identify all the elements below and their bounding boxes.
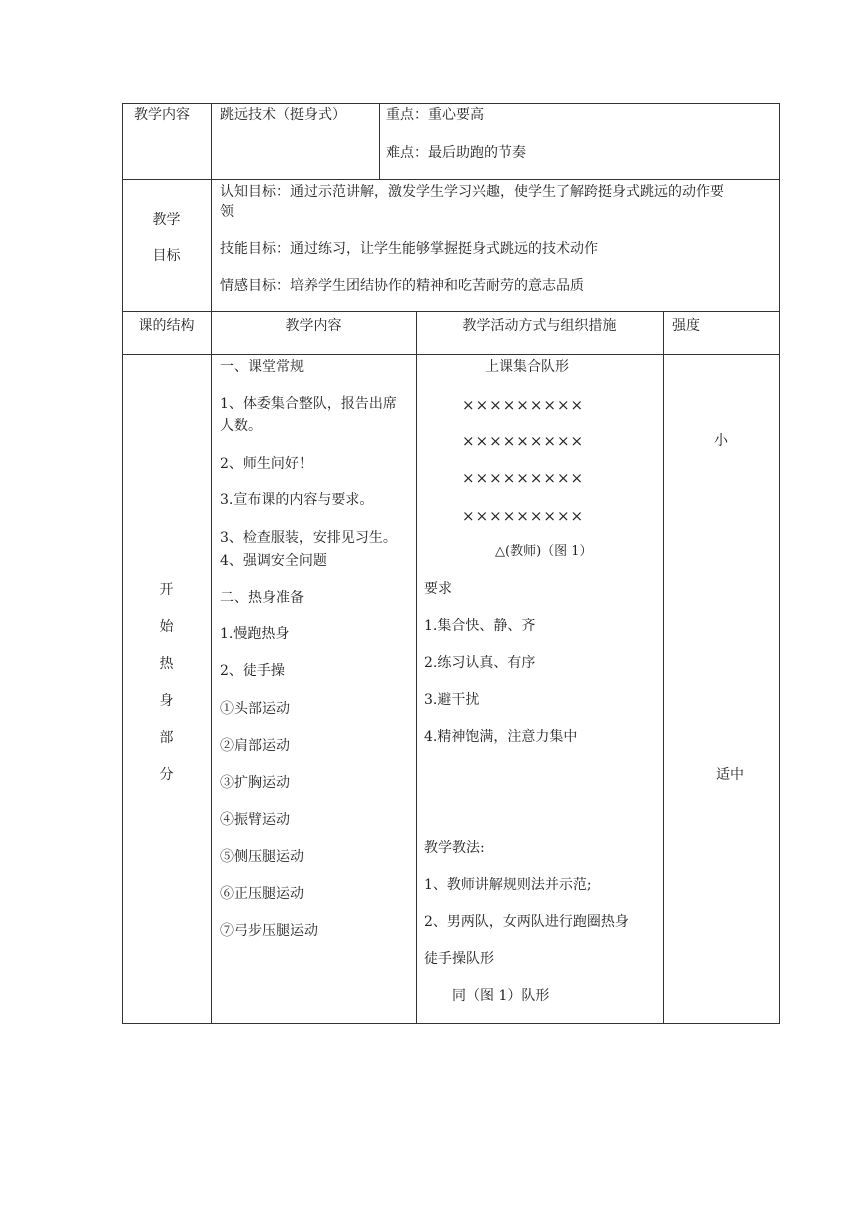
table-border-right: [779, 103, 780, 1024]
requirement-item: 1.集合快、静、齐: [424, 618, 536, 634]
section-label-char: 部: [159, 730, 174, 746]
content-item: ⑥正压腿运动: [220, 886, 304, 902]
formation2-note: 同（图 1）队形: [452, 988, 550, 1004]
content-item: 2、徒手操: [220, 663, 285, 679]
section-label-char: 分: [159, 767, 174, 783]
skill-objective: 技能目标：通过练习，让学生能够掌握挺身式跳远的技术动作: [220, 241, 598, 257]
requirement-item: 4.精神饱满，注意力集中: [424, 729, 578, 745]
content-item: ③扩胸运动: [220, 775, 290, 791]
content-item: 4、强调安全问题: [220, 553, 327, 569]
cognitive-objective: 认知目标：通过示范讲解，激发学生学习兴趣，使学生了解跨挺身式跳远的动作要: [220, 184, 724, 200]
section-label-char: 身: [159, 693, 174, 709]
formation-row: ×××××××××: [462, 396, 585, 414]
teaching-content-label: 教学内容: [134, 107, 190, 123]
formation-row: ×××××××××: [462, 469, 585, 487]
difficulty-point: 难点：最后助跑的节奏: [386, 145, 526, 161]
col-divider-label: [211, 103, 212, 1024]
row-divider-3: [122, 354, 780, 355]
col-divider-intensity: [663, 311, 664, 1024]
requirement-item: 3.避干扰: [424, 692, 480, 708]
cognitive-objective-cont: 领: [220, 204, 234, 220]
emotion-objective: 情感目标：培养学生团结协作的精神和吃苦耐劳的意志品质: [220, 278, 584, 294]
content-item: ①头部运动: [220, 701, 290, 717]
content-item: 1、体委集合整队，报告出席: [220, 396, 397, 412]
key-point: 重点：重心要高: [386, 107, 484, 123]
requirements-title: 要求: [424, 581, 452, 597]
content-item: 人数。: [220, 418, 262, 434]
col-divider-activity: [416, 311, 417, 1024]
row-divider-1: [122, 179, 780, 180]
lesson-topic: 跳远技术（挺身式）: [220, 107, 346, 123]
formation-row: ×××××××××: [462, 507, 585, 525]
intensity-low: 小: [714, 433, 728, 449]
col-header-content: 教学内容: [285, 318, 342, 334]
section-label-char: 开: [159, 582, 174, 598]
col-header-structure: 课的结构: [138, 318, 195, 334]
content-item: 3、检查服装，安排见习生。: [220, 530, 397, 546]
section-label-char: 始: [159, 619, 174, 635]
content-item: ④振臂运动: [220, 812, 290, 828]
formation2-title: 徒手操队形: [424, 951, 494, 967]
content-item: 2、师生问好！: [220, 456, 313, 472]
content-item: ⑤侧压腿运动: [220, 849, 304, 865]
method-item: 2、男两队，女两队进行跑圈热身: [424, 914, 629, 930]
content-item: ②肩部运动: [220, 738, 290, 754]
content-item: 二、热身准备: [220, 590, 304, 606]
formation-row: ×××××××××: [462, 432, 585, 450]
intensity-moderate: 适中: [716, 767, 744, 783]
content-item: 1.慢跑热身: [220, 626, 290, 642]
method-item: 1、教师讲解规则法并示范;: [424, 877, 592, 893]
formation-title: 上课集合队形: [485, 359, 569, 375]
objectives-label-1: 教学: [152, 212, 181, 228]
table-border-top: [122, 103, 780, 104]
requirement-item: 2.练习认真、有序: [424, 655, 536, 671]
table-border-bottom: [122, 1023, 780, 1024]
teacher-note: △(教师)（图 1）: [495, 544, 593, 559]
col-divider-topic: [379, 103, 380, 180]
col-header-intensity: 强度: [672, 318, 700, 334]
content-item: 3.宣布课的内容与要求。: [220, 492, 374, 508]
col-header-activity: 教学活动方式与组织措施: [462, 318, 617, 334]
row-divider-2: [122, 311, 780, 312]
table-border-left: [122, 103, 123, 1024]
objectives-label-2: 目标: [152, 248, 181, 264]
method-title: 教学教法:: [424, 840, 485, 856]
content-item: ⑦弓步压腿运动: [220, 923, 318, 939]
section-label-char: 热: [159, 656, 174, 672]
content-item: 一、课堂常规: [220, 359, 304, 375]
